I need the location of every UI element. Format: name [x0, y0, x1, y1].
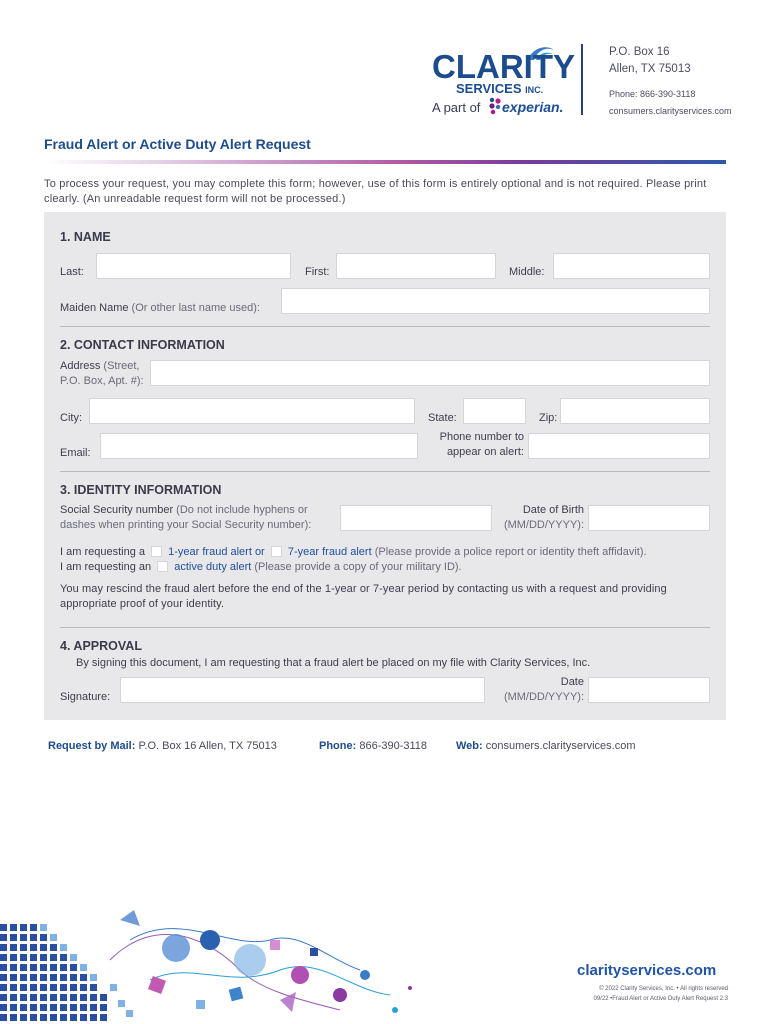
first-name-label: First:: [305, 266, 330, 278]
city-input[interactable]: [89, 398, 415, 424]
section-divider: [60, 326, 710, 327]
ssn-label: Social Security number (Do not include hyphens or dashes when printing your Social Security number):: [60, 504, 312, 531]
last-name-input[interactable]: [96, 253, 291, 279]
header-phone: Phone: 866-390-3118: [609, 89, 696, 99]
state-label: State:: [428, 412, 457, 424]
experian-wordmark: experian.: [502, 99, 564, 115]
active-duty-checkbox[interactable]: [157, 561, 168, 572]
one-year-checkbox[interactable]: [151, 546, 162, 557]
maiden-name-label: Maiden Name (Or other last name used):: [60, 302, 260, 314]
request-line-1: I am requesting a 1-year fraud alert or 7-year fraud alert (Please provide a police report or identity theft affidavit).: [60, 546, 647, 558]
address-label: Address (Street, P.O. Box, Apt. #):: [60, 360, 144, 387]
section-divider: [60, 471, 710, 472]
email-label: Email:: [60, 447, 91, 459]
address-line2: Allen, TX 75013: [609, 63, 691, 75]
section-name-heading: 1. NAME: [60, 230, 111, 244]
address-input[interactable]: [150, 360, 710, 386]
rescind-note: You may rescind the fraud alert before the end of the 1-year or 7-year period by contacting us with a request and providing appropriate proof of your identity.: [60, 583, 667, 610]
zip-label: Zip:: [539, 412, 558, 424]
header-address: [609, 44, 732, 118]
middle-name-label: Middle:: [509, 266, 545, 278]
section-divider: [60, 627, 710, 628]
section-identity-heading: 3. IDENTITY INFORMATION: [60, 483, 222, 497]
section-approval-heading: 4. APPROVAL: [60, 639, 142, 653]
approval-date-label: Date (MM/DD/YYYY):: [503, 676, 584, 703]
copyright-text: © 2022 Clarity Services, Inc. • All rights reserved: [599, 986, 728, 992]
signature-label: Signature:: [60, 691, 111, 703]
alert-phone-label: Phone number to appear on alert:: [439, 431, 524, 458]
state-input[interactable]: [463, 398, 526, 424]
approval-date-input[interactable]: [588, 677, 710, 703]
phone-request: Phone: 866-390-3118: [319, 740, 428, 752]
approval-statement: By signing this document, I am requesting that a fraud alert be placed on my file with Clarity Services, Inc.: [76, 657, 591, 669]
logo-services: SERVICES INC.: [456, 81, 544, 96]
form-id-text: 09/22 •Fraud Alert or Active Duty Alert Request 2.3: [593, 996, 728, 1002]
maiden-name-input[interactable]: [281, 288, 710, 314]
first-name-input[interactable]: [336, 253, 496, 279]
form-intro: To process your request, you may complete this form; however, use of this form is entirely optional and is not required. Please print clearly. (An unreadable request form will not be processed.): [44, 178, 707, 205]
logo-wordmark: CLARITY: [432, 48, 575, 85]
part-of-text: A part of: [432, 100, 481, 115]
request-line-2: I am requesting an active duty alert (Please provide a copy of your military ID).: [60, 561, 462, 573]
footer-legal: [593, 984, 728, 1004]
email-input[interactable]: [100, 433, 418, 459]
title-gradient-bar: [44, 160, 726, 164]
experian-logo-icon: [488, 97, 502, 115]
middle-name-input[interactable]: [553, 253, 710, 279]
city-label: City:: [60, 412, 82, 424]
form-title: Fraud Alert or Active Duty Alert Request: [44, 136, 311, 152]
ssn-input[interactable]: [340, 505, 492, 531]
last-name-label: Last:: [60, 266, 84, 278]
signature-input[interactable]: [120, 677, 485, 703]
seven-year-checkbox[interactable]: [271, 546, 282, 557]
web-request: Web: consumers.clarityservices.com: [456, 740, 636, 752]
header-divider: [581, 44, 583, 115]
section-contact-heading: 2. CONTACT INFORMATION: [60, 338, 225, 352]
brand-url[interactable]: clarityservices.com: [577, 962, 717, 979]
zip-input[interactable]: [560, 398, 710, 424]
dob-input[interactable]: [588, 505, 710, 531]
dob-label: Date of Birth (MM/DD/YYYY):: [503, 504, 584, 531]
alert-phone-input[interactable]: [528, 433, 710, 459]
header-website[interactable]: consumers.clarityservices.com: [609, 106, 732, 116]
decorative-pixel-art: [0, 900, 420, 1024]
address-line1: P.O. Box 16: [609, 46, 670, 58]
mail-request: Request by Mail: P.O. Box 16 Allen, TX 75013: [48, 740, 277, 752]
